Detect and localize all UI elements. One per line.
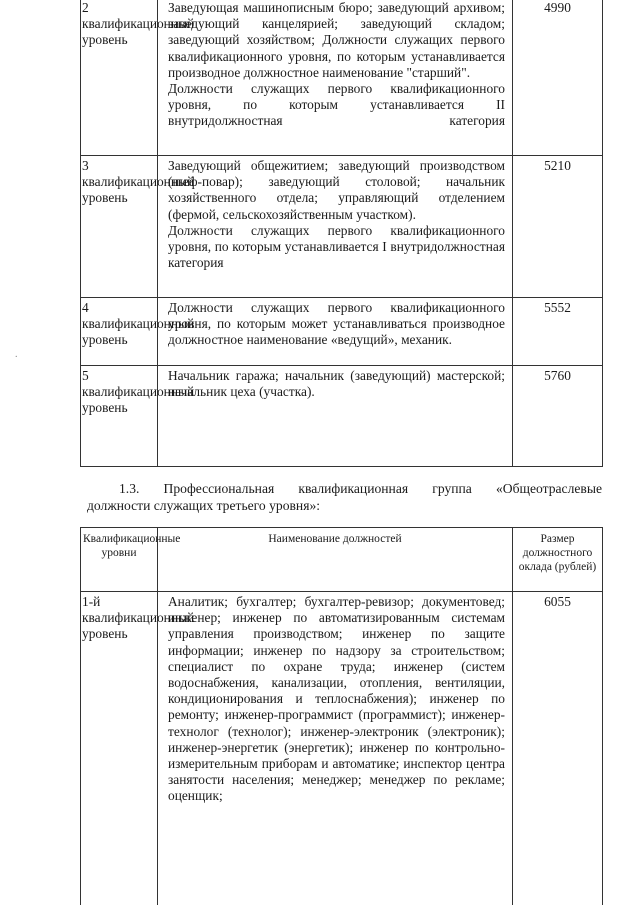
- positions-paragraph: Аналитик; бухгалтер; бухгалтер-ревизор; документовед; инженер; инженер по автоматизированным системам управления производством; инженер по защите информации; инженер по надзору за строительством; специалист по охране труда; инженер (систем водоснабжения, канализации, отопления, вентиляции, кондиционирования и теплоснабжения); инженер по ремонту; инженер-программист (программист); инженер-технолог (технолог); инженер-электроник (электроник); инженер-энергетик (энергетик); инженер по контрольно-измерительным приборам и автоматике; инспектор центра занятости населения; менеджер; менеджер по рекламе; оценщик;: [168, 594, 505, 804]
- section-heading-line: 1.3. Профессиональная квалификационная группа «Общеотраслевые: [119, 481, 602, 496]
- positions-paragraph: Начальник гаража; начальник (заведующий) мастерской; начальник цеха (участка).: [168, 368, 505, 400]
- header-level: Квалификационные уровни: [81, 528, 158, 592]
- header-positions: Наименование должностей: [158, 528, 513, 592]
- salary-cell: 4990: [513, 0, 603, 156]
- salary-cell: 6055: [513, 592, 603, 905]
- table-row: [81, 366, 603, 467]
- positions-paragraph: Должности служащих первого квалификационного уровня, по которым может устанавливаться производное должностное наименование «ведущий», механик.: [168, 300, 505, 348]
- header-salary: Размер должностного оклада (рублей): [513, 528, 603, 592]
- positions-paragraph: Должности служащих первого квалификационного уровня, по которым устанавливается II внутридолжностная категория: [168, 81, 505, 129]
- level-cell: 5 квалификационный уровень: [81, 366, 158, 467]
- table-row: [81, 592, 603, 905]
- salary-cell: 5760: [513, 366, 603, 467]
- table-row: [81, 156, 603, 298]
- table-row: [81, 0, 603, 156]
- section-heading: [87, 480, 602, 514]
- table-header-row: [81, 528, 603, 592]
- positions-paragraph: Заведующий общежитием; заведующий производством (шеф-повар); заведующий столовой; начальник хозяйственного отдела; управляющий отделением (фермой, сельскохозяйственным участком).: [168, 158, 505, 222]
- positions-cell: [158, 156, 513, 298]
- margin-mark: .: [15, 349, 18, 360]
- level-cell: 1-й квалификационный уровень: [81, 592, 158, 905]
- salary-cell: 5210: [513, 156, 603, 298]
- positions-cell: [158, 592, 513, 905]
- positions-paragraph: Должности служащих первого квалификационного уровня, по которым устанавливается I внутридолжностная категория: [168, 222, 505, 271]
- salary-table-group-2: [80, 0, 603, 467]
- level-cell: 4 квалификационный уровень: [81, 298, 158, 366]
- salary-table-group-3: [80, 527, 603, 905]
- section-heading-line: должности служащих третьего уровня»:: [87, 498, 321, 513]
- positions-paragraph: Заведующая машинописным бюро; заведующий архивом; заведующий канцелярией; заведующий складом; заведующий хозяйством; Должности служащих первого квалификационного уровня, по которым устанавливается производное должностное наименование "старший".: [168, 0, 505, 80]
- positions-cell: [158, 298, 513, 366]
- salary-cell: 5552: [513, 298, 603, 366]
- table-row: [81, 298, 603, 366]
- level-cell: 2 квалификационный уровень: [81, 0, 158, 156]
- level-cell: 3 квалификационный уровень: [81, 156, 158, 298]
- positions-cell: [158, 366, 513, 467]
- positions-cell: [158, 0, 513, 156]
